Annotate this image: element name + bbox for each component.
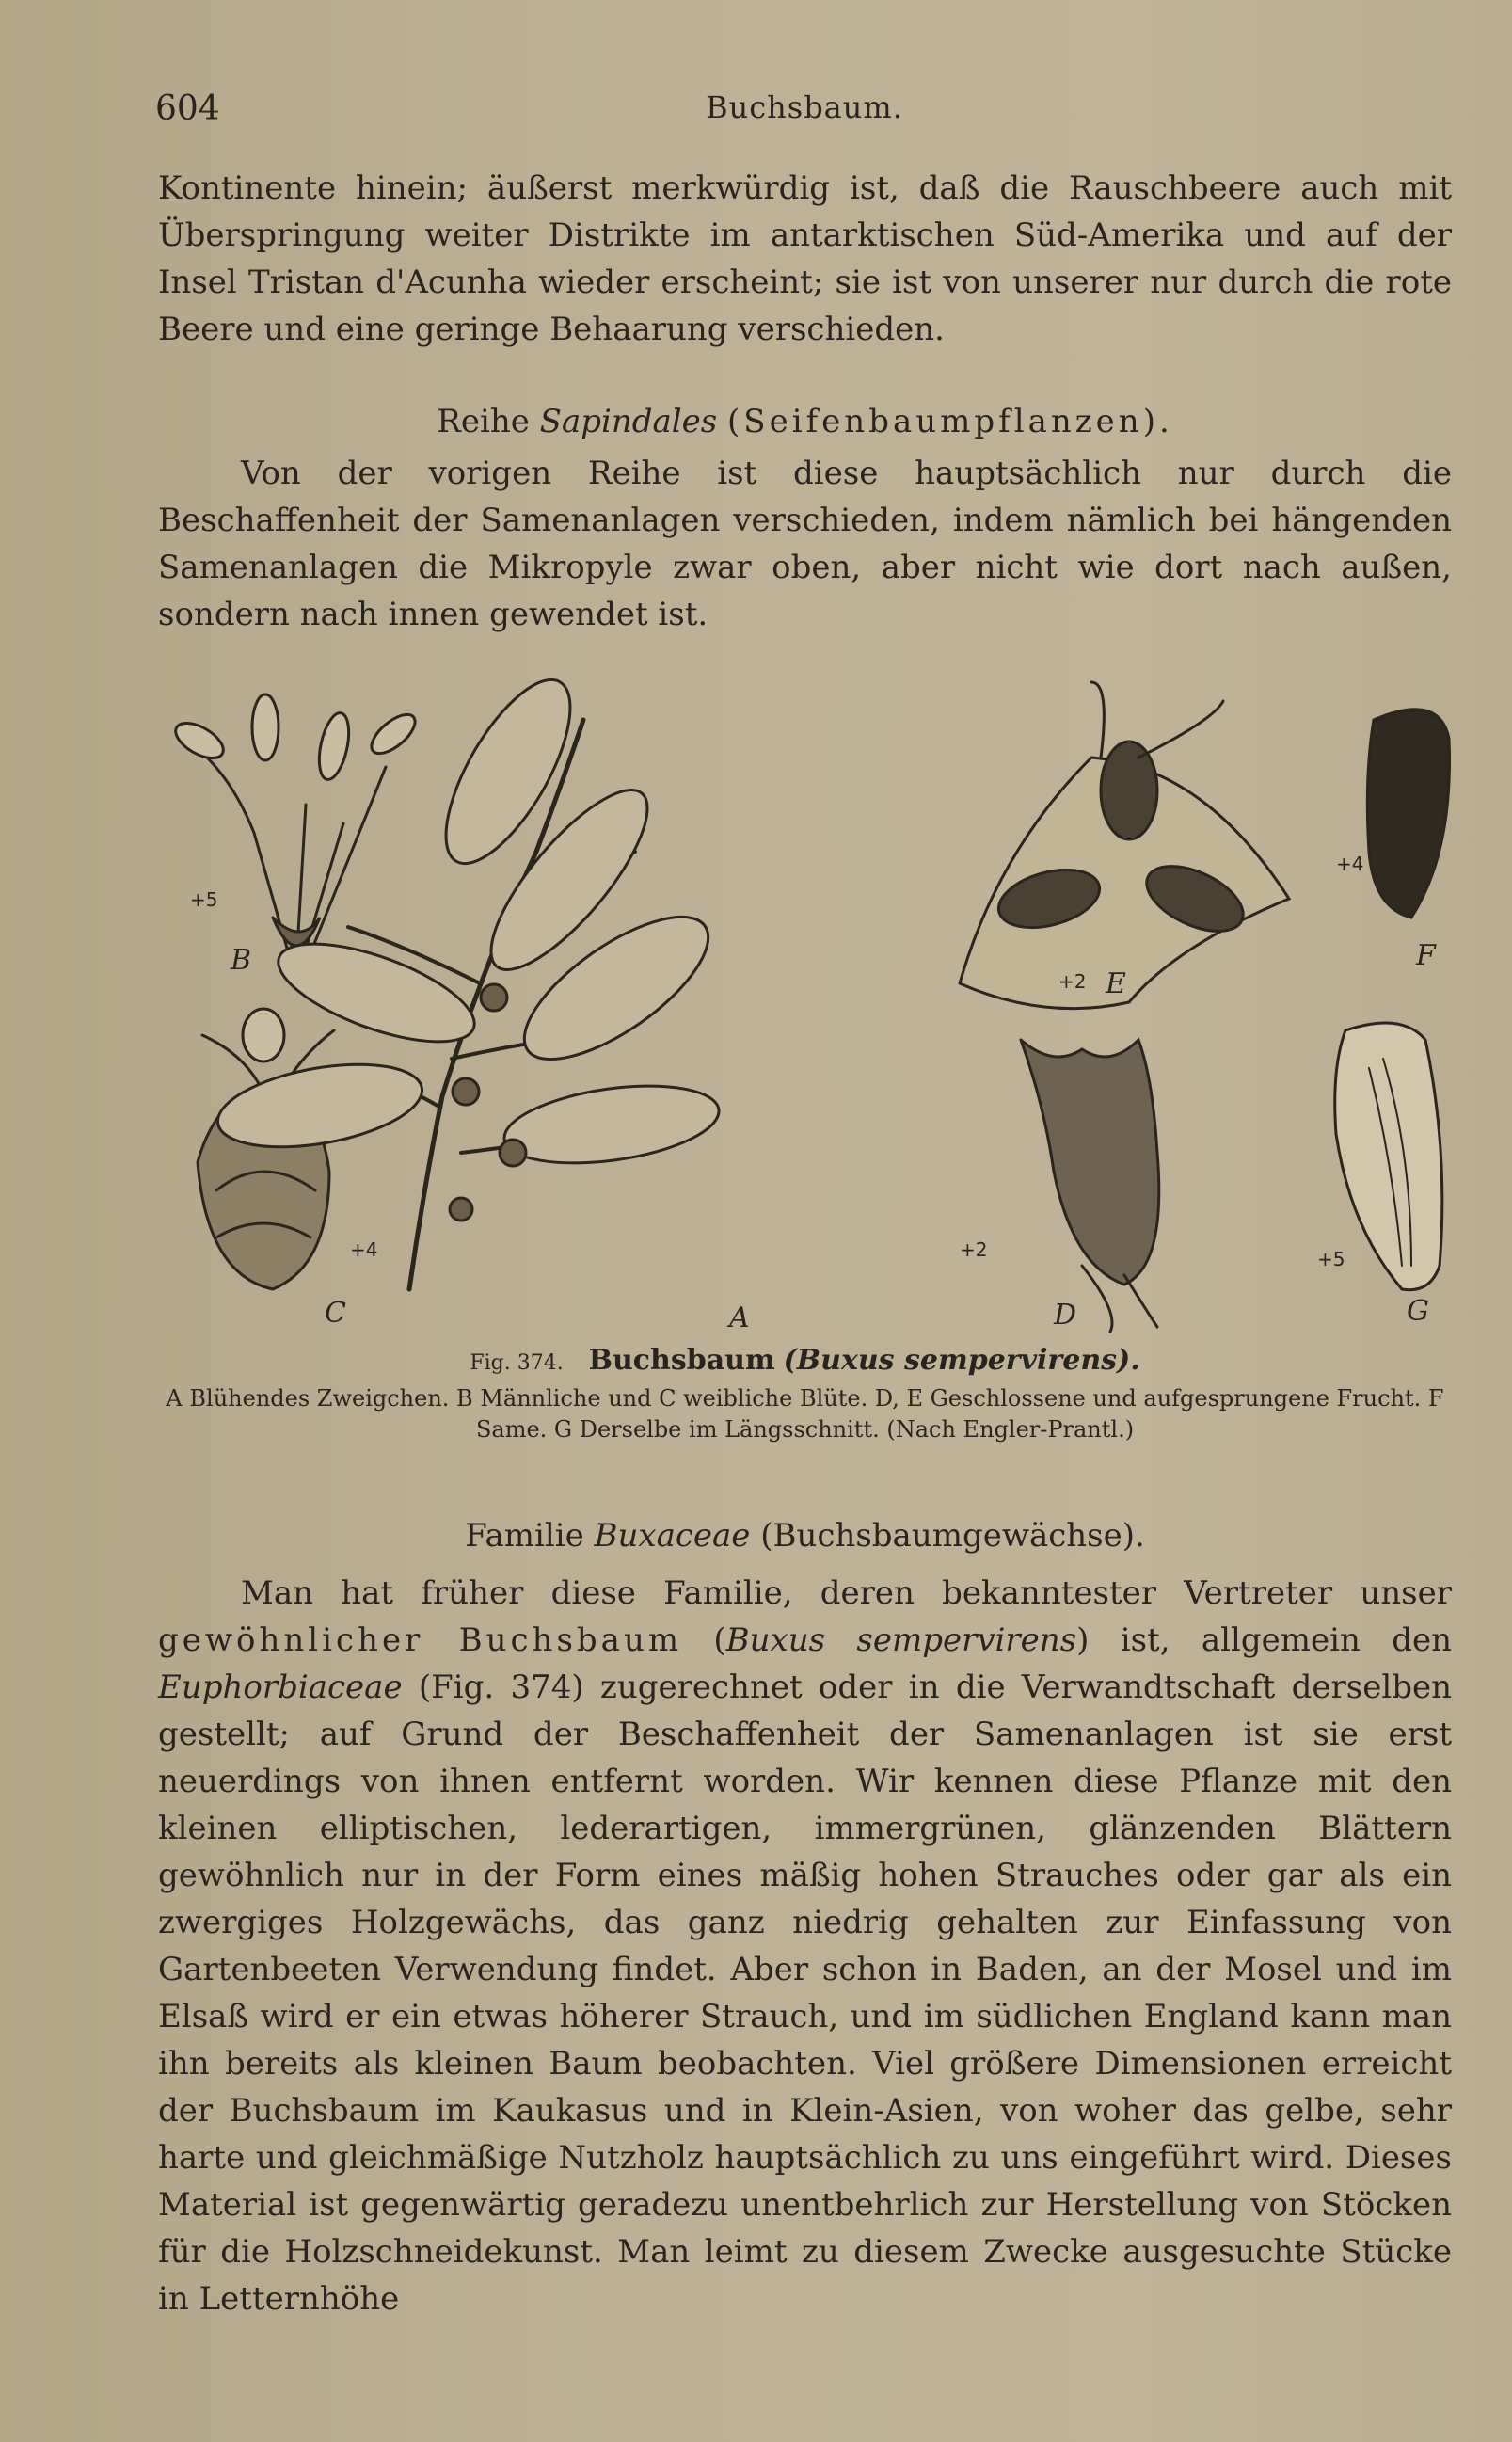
figure-number: Fig. 374. <box>470 1351 564 1375</box>
figure-title: Buchsbaum <box>588 1344 775 1377</box>
label-F: F <box>1416 939 1436 972</box>
page-number: 604 <box>155 89 220 128</box>
intro-paragraph: Kontinente hinein; äußerst merkwürdig ist, daß die Rauschbeere auch mit Überspringung weiter Distrikte im antarktischen Süd-Amerika und auf der Insel Tristan d'Acunha wieder erscheint; sie ist von unserer nur durch die rote Beere und eine geringe Behaarung verschieden. <box>158 169 1452 348</box>
label-C: C <box>325 1297 346 1330</box>
label-G: G <box>1407 1295 1429 1328</box>
male-flower-drawing <box>170 694 422 965</box>
section-heading-german: (Seifenbaumpflanzen). <box>727 403 1173 440</box>
family-text-3: ) ist, allgemein den <box>1076 1621 1452 1659</box>
section-paragraph: Von der vorigen Reihe ist diese hauptsächlich nur durch die Beschaffenheit der Samenanlagen verschieden, indem nämlich bei hängenden Samenanlagen die Mikropyle zwar oben, aber nicht wie dort nach außen, sondern nach innen gewendet ist. <box>158 455 1452 633</box>
section-heading-latin: Sapindales <box>539 403 718 440</box>
seed-section-drawing <box>1335 1023 1442 1290</box>
botanical-figure <box>141 663 1468 1336</box>
scale-C: +4 <box>350 1238 378 1261</box>
family-heading-latin: Buxaceae <box>594 1517 751 1555</box>
family-text-4: (Fig. 374) zugerechnet oder in die Verwandtschaft derselben gestellt; auf Grund der Beschaffenheit der Samenanlagen ist sie erst neuerdings von ihnen entfernt worden. Wir kennen diese Pflanze mit den kleinen elliptischen, lederartigen, immergrünen, glänzenden Blättern gewöhnlich nur in der Form eines mäßig hohen Strauches oder gar als ein zwergiges Holzgewächs, das ganz niedrig gehalten zur Einfassung von Gartenbeeten Verwendung findet. Aber schon in Baden, an der Mosel und im Elsaß wird er ein etwas höherer Strauch, und im südlichen England kann man ihn bereits als kleinen Baum beobachten. Viel größere Dimensionen erreicht der Buchsbaum im Kaukasus und in Klein-Asien, von woher das gelbe, sehr harte und gleichmäßige Nutzholz hauptsächlich zu uns eingeführt wird. Dieses Material ist gegenwärtig geradezu unentbehrlich zur Herstellung von Stöcken für die Holzschneidekunst. Man leimt zu diesem Zwecke ausgesuchte Stücke in Letternhöhe <box>158 1668 1452 2318</box>
page-header <box>155 89 1454 136</box>
family-heading-german: (Buchsbaumgewächse). <box>760 1517 1145 1555</box>
figure-illustration <box>141 663 1468 1336</box>
closed-fruit-drawing <box>1021 1040 1159 1332</box>
family-text-1: Man hat früher diese Familie, deren bekanntester Vertreter unser <box>241 1574 1452 1612</box>
label-B: B <box>231 944 252 977</box>
label-A: A <box>729 1301 750 1334</box>
scale-G: +5 <box>1317 1248 1345 1270</box>
figure-caption-text: A Blühendes Zweigchen. B Männliche und C weibliche Blüte. D, E Geschlossene und aufgesprungene Frucht. F Same. G Derselbe im Längsschnitt. (Nach Engler-Prantl.) <box>166 1385 1444 1443</box>
family-text-spaced: gewöhnlicher Buchsbaum <box>158 1621 683 1659</box>
label-D: D <box>1054 1299 1077 1332</box>
figure-caption-title <box>158 1344 1452 1377</box>
family-heading-prefix: Familie <box>465 1517 584 1555</box>
family-text-2: ( <box>713 1621 726 1659</box>
female-flower-drawing <box>198 1009 334 1289</box>
open-fruit-drawing <box>960 682 1289 1009</box>
section-heading <box>158 403 1452 440</box>
scale-E: +2 <box>1058 970 1087 993</box>
label-E: E <box>1106 967 1126 1000</box>
family-heading <box>158 1517 1452 1555</box>
running-head: Buchsbaum. <box>706 89 903 125</box>
family-latin-2: Euphorbiaceae <box>158 1668 403 1706</box>
figure-title-latin: (Buxus sempervirens). <box>783 1344 1140 1377</box>
scale-B: +5 <box>190 888 218 911</box>
family-paragraph <box>158 1570 1452 2322</box>
scale-F: +4 <box>1336 853 1364 875</box>
family-latin-1: Buxus sempervirens <box>725 1621 1077 1659</box>
seed-drawing <box>1367 710 1449 918</box>
scale-D: +2 <box>960 1238 988 1261</box>
section-heading-prefix: Reihe <box>437 403 530 440</box>
